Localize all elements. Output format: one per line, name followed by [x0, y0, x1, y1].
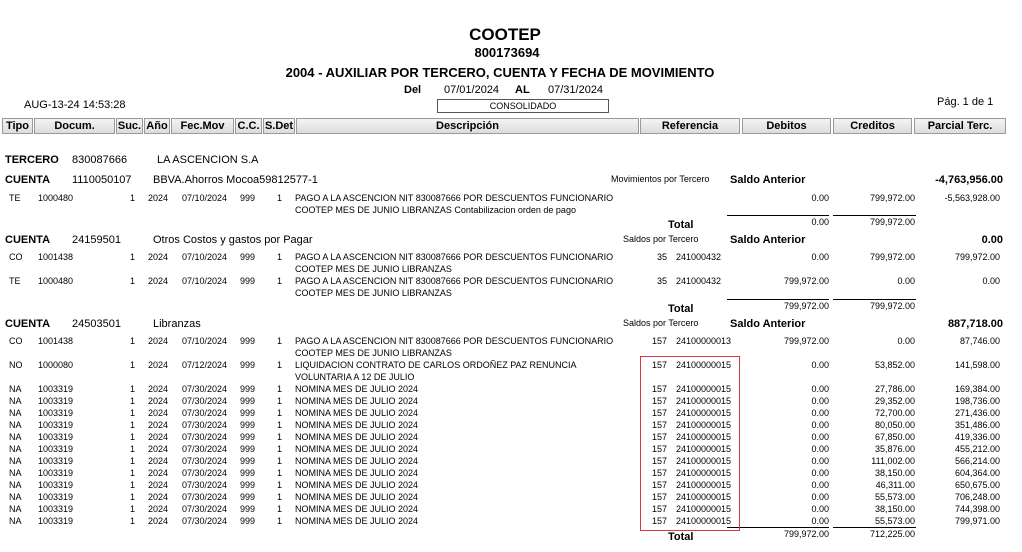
row-tipo: NA — [9, 516, 22, 526]
cuenta-label: CUENTA — [5, 234, 51, 246]
report-title: 2004 - AUXILIAR POR TERCERO, CUENTA Y FECHA DE MOVIMIENTO — [285, 65, 715, 80]
row-docum: 1001438 — [38, 252, 74, 262]
row-credito: 67,850.00 — [874, 432, 915, 442]
row-cc: 999 — [240, 384, 256, 394]
total-debitos: 0.00 — [811, 217, 829, 227]
row-parcial: 799,971.00 — [954, 516, 1000, 526]
row-suc: 1 — [130, 492, 136, 502]
row-anio: 2024 — [148, 468, 169, 478]
row-referencia: 24100000015 — [676, 360, 732, 370]
row-suc: 1 — [130, 420, 136, 430]
row-debito: 799,972.00 — [783, 276, 829, 286]
row-debito: 0.00 — [811, 456, 829, 466]
col-descripcion: Descripción — [296, 118, 639, 134]
row-credito: 0.00 — [897, 336, 915, 346]
row-ref-no: 157 — [651, 432, 667, 442]
date-to: 07/31/2024 — [548, 84, 604, 96]
row-cc: 999 — [240, 396, 256, 406]
row-tipo: NA — [9, 468, 22, 478]
row-fecmov: 07/10/2024 — [182, 336, 228, 346]
row-debito: 0.00 — [811, 492, 829, 502]
row-docum: 1003319 — [38, 408, 74, 418]
row-fecmov: 07/10/2024 — [182, 193, 228, 203]
row-referencia: 241000432 — [676, 252, 722, 262]
row-tipo: NA — [9, 456, 22, 466]
col-parcial: Parcial Terc. — [914, 118, 1006, 134]
row-credito: 55,573.00 — [874, 492, 915, 502]
row-anio: 2024 — [148, 336, 169, 346]
row-ref-no: 157 — [651, 516, 667, 526]
row-docum: 1003319 — [38, 384, 74, 394]
row-sdet: 1 — [277, 456, 283, 466]
row-fecmov: 07/30/2024 — [182, 456, 228, 466]
row-ref-no: 157 — [651, 480, 667, 490]
row-debito: 0.00 — [811, 444, 829, 454]
row-credito: 111,002.00 — [871, 456, 915, 466]
row-descripcion-cont: COOTEP MES DE JUNIO LIBRANZAS — [295, 264, 452, 274]
row-parcial: 271,436.00 — [954, 408, 1000, 418]
row-tipo: NA — [9, 384, 22, 394]
row-ref-no: 157 — [651, 396, 667, 406]
col-creditos: Creditos — [833, 118, 912, 134]
row-descripcion: NOMINA MES DE JULIO 2024 — [295, 504, 419, 514]
row-docum: 1003319 — [38, 516, 74, 526]
row-anio: 2024 — [148, 396, 169, 406]
cuenta-name: Libranzas — [153, 318, 201, 330]
row-anio: 2024 — [148, 193, 169, 203]
row-docum: 1003319 — [38, 432, 74, 442]
row-sdet: 1 — [277, 336, 283, 346]
row-fecmov: 07/30/2024 — [182, 504, 228, 514]
row-docum: 1001438 — [38, 336, 74, 346]
cuenta-label: CUENTA — [5, 318, 51, 330]
col-docum: Docum. — [34, 118, 115, 134]
row-fecmov: 07/30/2024 — [182, 384, 228, 394]
row-debito: 0.00 — [811, 396, 829, 406]
row-referencia: 24100000015 — [676, 444, 732, 454]
row-credito: 799,972.00 — [869, 252, 915, 262]
total-credit-rule — [833, 299, 916, 300]
row-sdet: 1 — [277, 468, 283, 478]
total-label: Total — [668, 303, 694, 315]
row-anio: 2024 — [148, 456, 169, 466]
row-sdet: 1 — [277, 444, 283, 454]
row-cc: 999 — [240, 480, 256, 490]
row-ref-no: 157 — [651, 384, 667, 394]
row-descripcion: NOMINA MES DE JULIO 2024 — [295, 432, 419, 442]
row-docum: 1003319 — [38, 492, 74, 502]
row-credito: 72,700.00 — [874, 408, 915, 418]
row-cc: 999 — [240, 444, 256, 454]
row-referencia: 24100000015 — [676, 504, 732, 514]
row-descripcion: NOMINA MES DE JULIO 2024 — [295, 444, 419, 454]
cuenta-code: 24503501 — [72, 318, 121, 330]
row-docum: 1000480 — [38, 193, 74, 203]
row-descripcion: NOMINA MES DE JULIO 2024 — [295, 396, 419, 406]
row-descripcion: PAGO A LA ASCENCION NIT 830087666 POR DESCUENTOS FUNCIONARIO — [295, 336, 614, 346]
row-suc: 1 — [130, 360, 136, 370]
total-debit-rule — [727, 527, 829, 528]
row-cc: 999 — [240, 408, 256, 418]
col-suc: Suc. — [117, 120, 142, 132]
row-docum: 1003319 — [38, 468, 74, 478]
row-parcial: 650,675.00 — [954, 480, 1000, 490]
row-descripcion: PAGO A LA ASCENCION NIT 830087666 POR DESCUENTOS FUNCIONARIO — [295, 252, 614, 262]
row-cc: 999 — [240, 276, 256, 286]
row-sdet: 1 — [277, 276, 283, 286]
row-docum: 1003319 — [38, 444, 74, 454]
row-sdet: 1 — [277, 396, 283, 406]
row-descripcion: LIQUIDACION CONTRATO DE CARLOS ORDOÑEZ PAZ RENUNCIA — [295, 360, 577, 370]
total-creditos: 712,225.00 — [869, 529, 915, 539]
row-debito: 0.00 — [811, 504, 829, 514]
row-suc: 1 — [130, 384, 136, 394]
movimientos-label: Saldos por Tercero — [623, 234, 699, 244]
row-docum: 1003319 — [38, 396, 74, 406]
row-ref-no: 157 — [651, 468, 667, 478]
row-suc: 1 — [130, 516, 136, 526]
saldo-anterior-label: Saldo Anterior — [730, 174, 806, 186]
row-sdet: 1 — [277, 252, 283, 262]
col-cc: C.C. — [235, 118, 262, 134]
col-tipo: Tipo — [2, 118, 33, 134]
row-referencia: 24100000015 — [676, 432, 732, 442]
row-debito: 0.00 — [811, 360, 829, 370]
row-parcial: 706,248.00 — [954, 492, 1000, 502]
row-tipo: NA — [9, 396, 22, 406]
row-tipo: NA — [9, 504, 22, 514]
row-suc: 1 — [130, 276, 136, 286]
row-docum: 1003319 — [38, 504, 74, 514]
row-suc: 1 — [130, 336, 136, 346]
row-parcial: 141,598.00 — [954, 360, 1000, 370]
movimientos-label: Saldos por Tercero — [623, 318, 699, 328]
row-fecmov: 07/10/2024 — [182, 252, 228, 262]
row-sdet: 1 — [277, 360, 283, 370]
saldo-anterior-value: 887,718.00 — [947, 318, 1003, 330]
row-descripcion: PAGO A LA ASCENCION NIT 830087666 POR DESCUENTOS FUNCIONARIO — [295, 276, 614, 286]
row-docum: 1000080 — [38, 360, 74, 370]
row-ref-no: 35 — [656, 252, 667, 262]
row-credito: 46,311.00 — [875, 480, 915, 490]
row-debito: 0.00 — [811, 193, 829, 203]
row-referencia: 24100000015 — [676, 516, 732, 526]
row-cc: 999 — [240, 456, 256, 466]
row-docum: 1003319 — [38, 456, 74, 466]
row-credito: 35,876.00 — [874, 444, 915, 454]
col-anio: Año — [144, 118, 170, 134]
row-fecmov: 07/12/2024 — [182, 360, 228, 370]
row-suc: 1 — [130, 444, 136, 454]
row-parcial: 419,336.00 — [954, 432, 1000, 442]
row-referencia: 24100000015 — [676, 420, 732, 430]
total-debit-rule — [727, 215, 829, 216]
row-fecmov: 07/30/2024 — [182, 480, 228, 490]
row-cc: 999 — [240, 360, 256, 370]
row-cc: 999 — [240, 252, 256, 262]
row-tipo: CO — [9, 336, 23, 346]
row-anio: 2024 — [148, 432, 169, 442]
row-referencia: 24100000015 — [676, 396, 732, 406]
total-creditos: 799,972.00 — [869, 217, 915, 227]
saldo-anterior-value: 0.00 — [981, 234, 1003, 246]
row-sdet: 1 — [277, 432, 283, 442]
date-from: 07/01/2024 — [444, 84, 500, 96]
row-suc: 1 — [130, 432, 136, 442]
row-anio: 2024 — [148, 420, 169, 430]
row-suc: 1 — [130, 193, 136, 203]
row-referencia: 24100000013 — [676, 336, 732, 346]
row-suc: 1 — [130, 480, 136, 490]
col-sdet: S.Det — [264, 120, 294, 132]
row-tipo: NA — [9, 420, 22, 430]
row-descripcion: NOMINA MES DE JULIO 2024 — [295, 456, 419, 466]
row-ref-no: 157 — [651, 408, 667, 418]
row-descripcion: NOMINA MES DE JULIO 2024 — [295, 408, 419, 418]
row-ref-no: 157 — [651, 444, 667, 454]
row-referencia: 24100000015 — [676, 456, 732, 466]
row-debito: 0.00 — [811, 408, 829, 418]
row-ref-no: 157 — [651, 504, 667, 514]
row-cc: 999 — [240, 516, 256, 526]
del-label: Del — [404, 84, 422, 96]
row-tipo: NA — [9, 444, 22, 454]
col-debitos: Debitos — [742, 118, 831, 134]
row-suc: 1 — [130, 396, 136, 406]
row-sdet: 1 — [277, 480, 283, 490]
row-debito: 0.00 — [811, 432, 829, 442]
row-parcial: 566,214.00 — [954, 456, 1000, 466]
row-anio: 2024 — [148, 384, 169, 394]
cuenta-name: Otros Costos y gastos por Pagar — [153, 234, 313, 246]
row-descripcion: NOMINA MES DE JULIO 2024 — [295, 384, 419, 394]
row-anio: 2024 — [148, 504, 169, 514]
row-referencia: 241000432 — [676, 276, 722, 286]
row-descripcion: NOMINA MES DE JULIO 2024 — [295, 468, 419, 478]
row-descripcion-cont: COOTEP MES DE JUNIO LIBRANZAS — [295, 348, 452, 358]
row-cc: 999 — [240, 193, 256, 203]
row-cc: 999 — [240, 432, 256, 442]
row-credito: 38,150.00 — [874, 504, 915, 514]
row-descripcion: NOMINA MES DE JULIO 2024 — [295, 492, 419, 502]
printed-at: AUG-13-24 14:53:28 — [24, 99, 126, 111]
row-credito: 38,150.00 — [874, 468, 915, 478]
row-debito: 0.00 — [811, 516, 829, 526]
row-anio: 2024 — [148, 276, 169, 286]
col-referencia: Referencia — [640, 118, 740, 134]
row-tipo: TE — [9, 193, 21, 203]
col-fecmov: Fec.Mov — [171, 118, 234, 134]
tercero-name: LA ASCENCION S.A — [157, 154, 259, 166]
row-credito: 55,573.00 — [874, 516, 915, 526]
saldo-anterior-label: Saldo Anterior — [730, 318, 806, 330]
total-creditos: 799,972.00 — [869, 301, 915, 311]
row-fecmov: 07/30/2024 — [182, 444, 228, 454]
row-descripcion-cont: VOLUNTARIA A 12 DE JULIO — [295, 372, 415, 382]
row-cc: 999 — [240, 420, 256, 430]
row-referencia: 24100000015 — [676, 384, 732, 394]
total-debit-rule — [727, 299, 829, 300]
movimientos-label: Movimientos por Tercero — [611, 174, 710, 184]
row-descripcion: NOMINA MES DE JULIO 2024 — [295, 420, 419, 430]
row-cc: 999 — [240, 336, 256, 346]
consolidado-label: CONSOLIDADO — [489, 101, 557, 111]
row-anio: 2024 — [148, 444, 169, 454]
row-debito: 0.00 — [811, 468, 829, 478]
row-credito: 0.00 — [897, 276, 915, 286]
row-fecmov: 07/30/2024 — [182, 468, 228, 478]
row-docum: 1000480 — [38, 276, 74, 286]
row-tipo: CO — [9, 252, 23, 262]
saldo-anterior-label: Saldo Anterior — [730, 234, 806, 246]
cuenta-name: BBVA.Ahorros Mocoa59812577-1 — [153, 174, 318, 186]
row-suc: 1 — [130, 252, 136, 262]
row-sdet: 1 — [277, 420, 283, 430]
row-parcial: 351,486.00 — [954, 420, 1000, 430]
row-suc: 1 — [130, 456, 136, 466]
row-suc: 1 — [130, 408, 136, 418]
row-cc: 999 — [240, 504, 256, 514]
report-nit: 800173694 — [474, 45, 540, 60]
row-sdet: 1 — [277, 408, 283, 418]
row-descripcion: NOMINA MES DE JULIO 2024 — [295, 516, 419, 526]
row-tipo: NA — [9, 408, 22, 418]
row-tipo: NA — [9, 480, 22, 490]
row-tipo: NA — [9, 432, 22, 442]
total-label: Total — [668, 531, 694, 543]
row-ref-no: 157 — [651, 336, 667, 346]
row-docum: 1003319 — [38, 420, 74, 430]
tercero-id: 830087666 — [72, 154, 128, 166]
row-fecmov: 07/30/2024 — [182, 420, 228, 430]
row-suc: 1 — [130, 468, 136, 478]
row-anio: 2024 — [148, 360, 169, 370]
row-referencia: 24100000015 — [676, 408, 732, 418]
row-tipo: NA — [9, 492, 22, 502]
row-descripcion: PAGO A LA ASCENCION NIT 830087666 POR DESCUENTOS FUNCIONARIO — [295, 193, 614, 203]
row-descripcion-cont: COOTEP MES DE JUNIO LIBRANZAS — [295, 288, 452, 298]
row-parcial: 87,746.00 — [959, 336, 1000, 346]
row-sdet: 1 — [277, 516, 283, 526]
row-parcial: 0.00 — [982, 276, 1000, 286]
row-anio: 2024 — [148, 408, 169, 418]
row-parcial: 604,364.00 — [954, 468, 1000, 478]
row-ref-no: 35 — [656, 276, 667, 286]
row-anio: 2024 — [148, 480, 169, 490]
row-cc: 999 — [240, 492, 256, 502]
row-parcial: 198,736.00 — [954, 396, 1000, 406]
page-number: Pág. 1 de 1 — [937, 96, 994, 108]
row-referencia: 24100000015 — [676, 480, 732, 490]
row-debito: 0.00 — [811, 384, 829, 394]
row-suc: 1 — [130, 504, 136, 514]
row-descripcion-cont: COOTEP MES DE JUNIO LIBRANZAS Contabilizacion orden de pago — [295, 205, 576, 215]
row-fecmov: 07/30/2024 — [182, 492, 228, 502]
row-sdet: 1 — [277, 492, 283, 502]
row-credito: 53,852.00 — [874, 360, 915, 370]
row-parcial: 799,972.00 — [954, 252, 1000, 262]
reference-highlight — [640, 356, 740, 531]
report-company: COOTEP — [469, 25, 541, 44]
row-docum: 1003319 — [38, 480, 74, 490]
row-parcial: 169,384.00 — [954, 384, 1000, 394]
row-ref-no: 157 — [651, 360, 667, 370]
row-sdet: 1 — [277, 193, 283, 203]
total-credit-rule — [833, 527, 916, 528]
row-anio: 2024 — [148, 492, 169, 502]
total-debitos: 799,972.00 — [783, 529, 829, 539]
row-parcial: 455,212.00 — [954, 444, 1000, 454]
row-credito: 80,050.00 — [874, 420, 915, 430]
tercero-label: TERCERO — [5, 154, 59, 166]
row-credito: 27,786.00 — [874, 384, 915, 394]
row-fecmov: 07/30/2024 — [182, 408, 228, 418]
row-parcial: 744,398.00 — [954, 504, 1000, 514]
row-tipo: TE — [9, 276, 21, 286]
row-credito: 29,352.00 — [874, 396, 915, 406]
saldo-anterior-value: -4,763,956.00 — [935, 174, 1003, 186]
row-ref-no: 157 — [651, 492, 667, 502]
total-label: Total — [668, 219, 694, 231]
cuenta-code: 1110050107 — [72, 174, 132, 186]
row-referencia: 24100000015 — [676, 468, 732, 478]
row-sdet: 1 — [277, 384, 283, 394]
row-sdet: 1 — [277, 504, 283, 514]
row-tipo: NO — [9, 360, 23, 370]
row-parcial: -5,563,928.00 — [944, 193, 1000, 203]
row-debito: 0.00 — [811, 480, 829, 490]
total-debitos: 799,972.00 — [783, 301, 829, 311]
consolidado-box — [437, 99, 609, 113]
row-credito: 799,972.00 — [869, 193, 915, 203]
row-descripcion: NOMINA MES DE JULIO 2024 — [295, 480, 419, 490]
row-fecmov: 07/10/2024 — [182, 276, 228, 286]
cuenta-label: CUENTA — [5, 174, 51, 186]
row-ref-no: 157 — [651, 420, 667, 430]
row-debito: 799,972.00 — [783, 336, 829, 346]
row-debito: 0.00 — [811, 252, 829, 262]
cuenta-code: 24159501 — [72, 234, 121, 246]
row-ref-no: 157 — [651, 456, 667, 466]
total-credit-rule — [833, 215, 916, 216]
row-cc: 999 — [240, 468, 256, 478]
row-fecmov: 07/30/2024 — [182, 516, 228, 526]
row-anio: 2024 — [148, 516, 169, 526]
row-anio: 2024 — [148, 252, 169, 262]
row-referencia: 24100000015 — [676, 492, 732, 502]
row-fecmov: 07/30/2024 — [182, 432, 228, 442]
al-label: AL — [515, 84, 530, 96]
row-fecmov: 07/30/2024 — [182, 396, 228, 406]
row-debito: 0.00 — [811, 420, 829, 430]
